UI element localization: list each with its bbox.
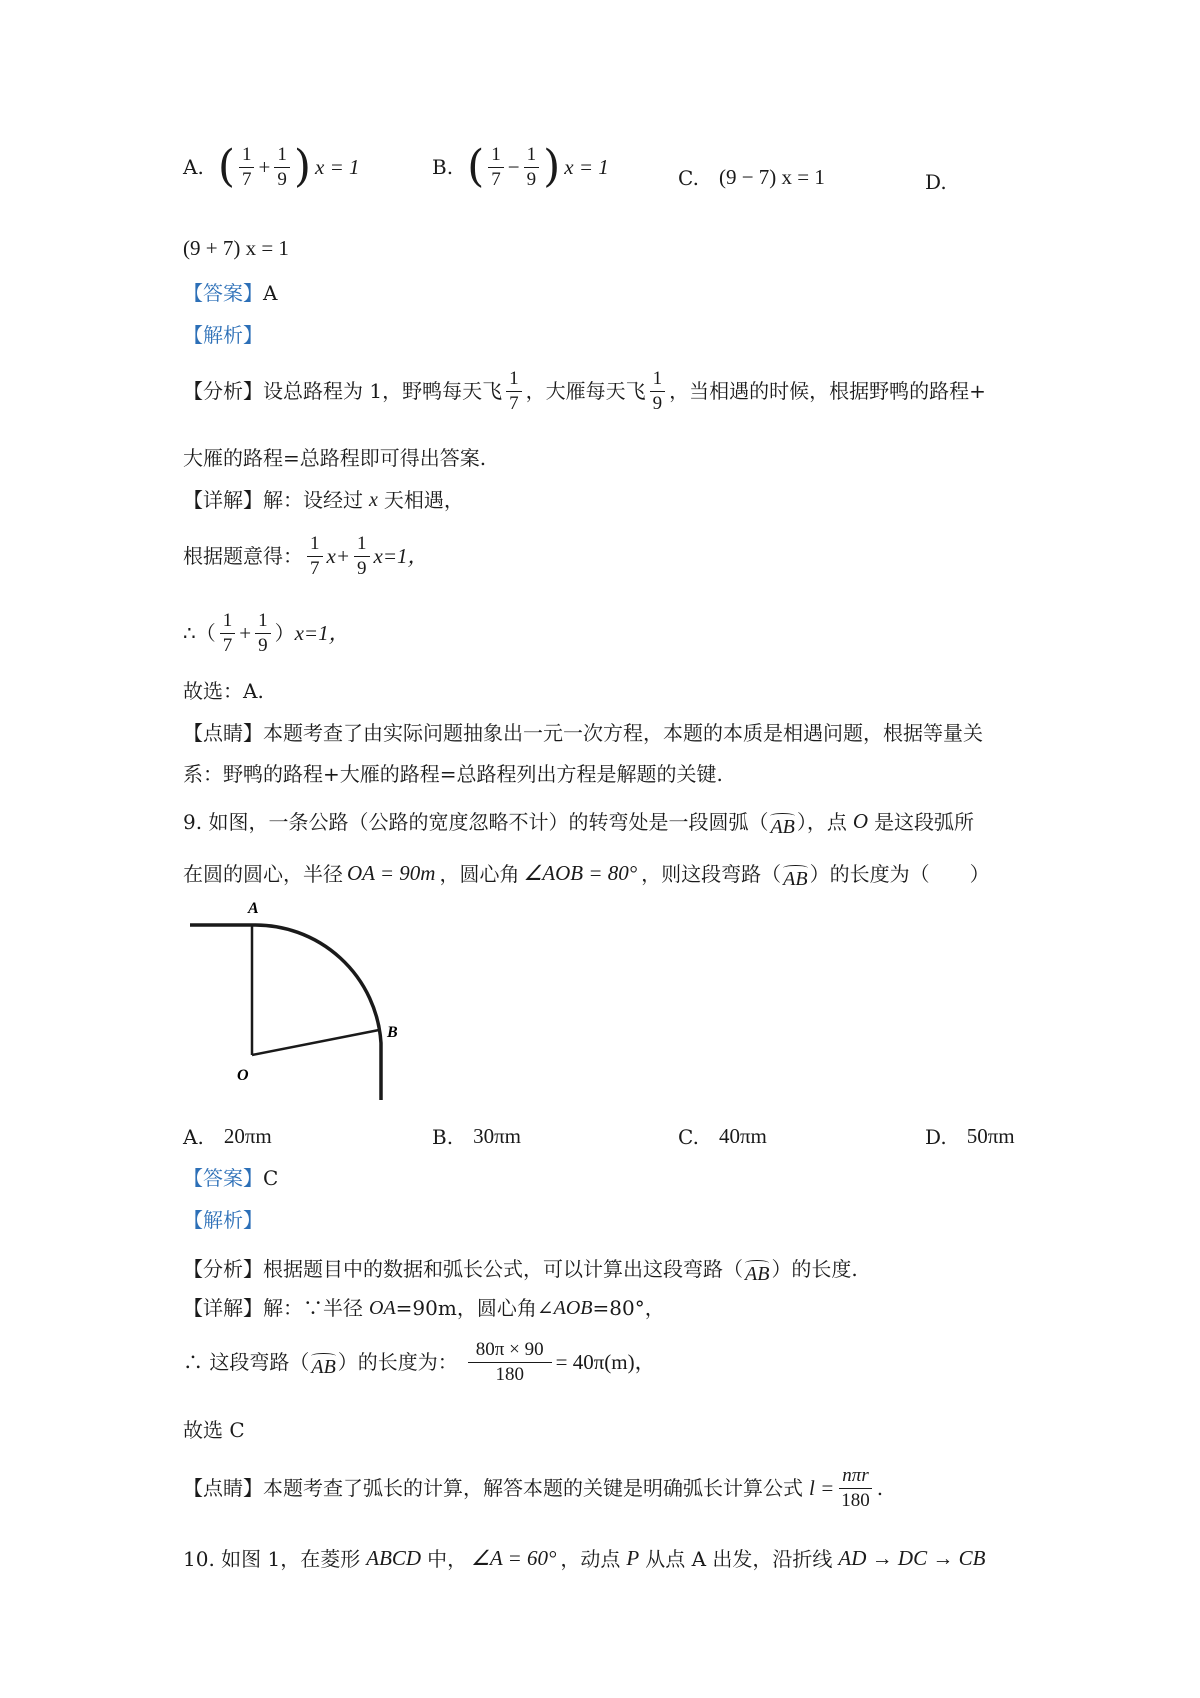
text: 9. 如图，一条公路（公路的宽度忽略不计）的转弯处是一段圆弧（: [183, 810, 769, 834]
text: ）: [274, 621, 295, 646]
numerator: 1: [650, 367, 666, 392]
xiangjie-tag: 【详解】: [183, 1296, 263, 1320]
q8-option-d-expression: [183, 236, 289, 261]
fraction: [274, 143, 290, 192]
point-o-label: O: [237, 1067, 249, 1084]
text: x+: [326, 543, 350, 568]
text: 10. 如图 1，在菱形: [183, 1546, 361, 1571]
radius-ob: [252, 1030, 379, 1055]
equation-tail: x = 1: [315, 154, 360, 179]
option-label: B.: [432, 155, 454, 180]
text: 天相遇，: [383, 488, 464, 512]
q8-option-a: [183, 143, 360, 192]
q9-option-a: [183, 1124, 272, 1149]
math: ∠A = 60°: [471, 1546, 557, 1570]
text: ，当相遇的时候，根据野鸭的路程+: [669, 379, 986, 404]
operator: −: [507, 154, 520, 179]
denominator: 7: [491, 168, 501, 190]
option-label: A.: [183, 155, 204, 180]
text: 本题考查了弧长的计算，解答本题的关键是明确弧长计算公式: [263, 1476, 803, 1501]
paren-left: (: [217, 141, 235, 193]
fenxi-tag: 【分析】: [183, 379, 263, 404]
q8-answer-line: [183, 281, 277, 305]
option-label: C.: [678, 165, 699, 190]
math: ∠AOB = 80°: [523, 861, 638, 886]
variable: x: [369, 489, 378, 511]
paren-right: ): [543, 141, 561, 193]
fraction: [650, 367, 666, 416]
numerator: 1: [220, 609, 236, 634]
road-line: [190, 925, 381, 1100]
q9-stem-line2: [183, 857, 990, 891]
q9-xiangjie-line: [183, 1296, 665, 1320]
numerator: 80π × 90: [468, 1338, 552, 1363]
numerator: 1: [255, 609, 271, 634]
q8-dianjing-line2: [183, 762, 723, 786]
option-value: 50πm: [966, 1124, 1015, 1148]
option-expression: (9 − 7) x = 1: [718, 165, 825, 189]
numerator: 1: [506, 367, 522, 392]
fraction: [239, 143, 255, 192]
text: x=1，: [294, 620, 350, 645]
denominator: 9: [526, 168, 537, 190]
q9-option-c: [678, 1124, 767, 1149]
text: 根据题意得：: [183, 544, 303, 569]
q9-dianjing-line: [183, 1464, 883, 1513]
q9-answer-line: [183, 1166, 278, 1190]
text: 中，: [427, 1546, 468, 1571]
point-a-label: A: [248, 900, 259, 917]
answer-tag: 【答案】: [183, 1166, 263, 1190]
q9-option-d: [925, 1124, 1015, 1149]
text: 设总路程为 1，野鸭每天飞: [263, 379, 503, 404]
text: ∴（: [183, 621, 216, 646]
fraction: [468, 1338, 552, 1387]
text: ）的长度.: [771, 1257, 858, 1281]
text: 解：设经过: [263, 488, 363, 512]
numerator: nπr: [839, 1464, 871, 1489]
xiangjie-tag: 【详解】: [183, 488, 263, 512]
numerator: 1: [488, 143, 504, 168]
q9-choose-line: [183, 1418, 245, 1442]
q9-option-b: [432, 1124, 521, 1149]
option-label: D.: [925, 1124, 947, 1149]
answer-value: A: [263, 281, 278, 305]
q8-choose-line: [183, 679, 264, 703]
math: OA = 90m: [347, 861, 436, 886]
text: ）的长度为（ ）: [809, 862, 990, 886]
text: ），点: [796, 810, 847, 834]
arc-label: AB: [770, 816, 795, 838]
denominator: 9: [652, 392, 663, 414]
fraction: [524, 143, 540, 192]
denominator: 9: [258, 634, 268, 656]
text: ∴ 这段弯路（: [183, 1350, 310, 1375]
option-label: C.: [678, 1124, 699, 1149]
q8-option-b: [432, 143, 609, 192]
option-value: 20πm: [223, 1124, 272, 1148]
text: ，大雁每天飞: [525, 379, 646, 404]
dianjing-tag: 【点睛】: [183, 1476, 263, 1501]
text: = 40π(m)，: [555, 1349, 656, 1374]
variable: OA: [369, 1297, 396, 1319]
math: l =: [809, 1475, 835, 1500]
denominator: 180: [841, 1489, 870, 1511]
operator: +: [258, 154, 271, 179]
answer-value: C: [263, 1166, 279, 1190]
q8-option-c: [678, 165, 825, 190]
denominator: 9: [357, 557, 367, 579]
option-label: D.: [925, 170, 947, 194]
denominator: 180: [495, 1363, 524, 1385]
dianjing-tag: 【点睛】: [183, 721, 263, 745]
text: 从点 A 出发，沿折线: [645, 1546, 833, 1571]
text: 大雁的路程=总路程即可得出答案.: [183, 446, 487, 470]
q9-fenxi-line: [183, 1252, 858, 1286]
option-label: A.: [183, 1124, 204, 1149]
text: .: [876, 1476, 884, 1501]
q8-dianjing-line1: [183, 721, 983, 745]
analysis-tag: 【解析】: [183, 323, 263, 347]
numerator: 1: [274, 143, 290, 168]
variable: AOB: [553, 1297, 593, 1319]
q8-fenxi-line2: [183, 446, 486, 470]
numerator: 1: [307, 532, 323, 557]
q8-xiangjie-line: [183, 488, 464, 512]
denominator: 7: [509, 392, 519, 414]
text: 是这段弧所: [874, 810, 975, 834]
text: =80°，: [592, 1296, 665, 1320]
denominator: 7: [310, 557, 320, 579]
numerator: 1: [524, 143, 540, 168]
point-b-label: B: [387, 1024, 398, 1041]
option-value: 30πm: [473, 1124, 521, 1148]
q9-analysis-tag: [183, 1208, 263, 1232]
variable: O: [852, 809, 869, 834]
q8-equation-line: [183, 532, 429, 581]
road-arc-figure: [185, 895, 425, 1105]
text: 故选：A.: [183, 679, 264, 703]
text: ，动点: [560, 1546, 621, 1571]
fraction: [506, 367, 522, 416]
q10-stem-line: [183, 1546, 985, 1571]
option-value: 40πm: [718, 1124, 767, 1148]
arc-label: AB: [745, 1263, 770, 1285]
numerator: 1: [239, 143, 255, 168]
q8-option-d: [925, 170, 947, 194]
q8-analysis-tag: [183, 323, 263, 347]
paren-right: ): [293, 141, 311, 193]
arc-label: AB: [783, 868, 808, 890]
variable: ABCD: [366, 1546, 422, 1570]
q8-therefore-line: [183, 609, 350, 658]
text: ，圆心角: [439, 862, 520, 886]
option-expression: (9 + 7) x = 1: [183, 236, 289, 260]
text: =90m，圆心角∠: [395, 1296, 554, 1320]
text: 系：野鸭的路程+大雁的路程=总路程列出方程是解题的关键.: [183, 762, 723, 786]
fraction: [354, 532, 370, 581]
text: 故选 C: [183, 1418, 245, 1442]
q8-fenxi-line1: [183, 367, 986, 416]
arc-label: AB: [311, 1356, 336, 1379]
analysis-tag: 【解析】: [183, 1208, 263, 1232]
math: AD → DC → CB: [838, 1546, 986, 1570]
q9-stem-line1: [183, 805, 974, 839]
answer-tag: 【答案】: [183, 281, 263, 305]
q9-calc-line: [183, 1338, 656, 1387]
paren-left: (: [467, 141, 485, 193]
fraction: [255, 609, 271, 658]
fraction: [488, 143, 504, 192]
text: ）的长度为：: [337, 1350, 458, 1375]
option-label: B.: [432, 1124, 454, 1149]
text: x=1，: [373, 543, 429, 568]
fenxi-tag: 【分析】: [183, 1257, 263, 1281]
text: ，则这段弯路（: [641, 862, 782, 886]
fraction: [838, 1464, 873, 1513]
fraction: [220, 609, 236, 658]
denominator: 7: [222, 634, 233, 656]
denominator: 9: [277, 168, 287, 190]
operator: +: [239, 620, 252, 645]
text: 根据题目中的数据和弧长公式，可以计算出这段弯路（: [263, 1257, 743, 1281]
text: 在圆的圆心，半径: [183, 862, 343, 886]
text: 本题考查了由实际问题抽象出一元一次方程，本题的本质是相遇问题，根据等量关: [263, 721, 983, 745]
fraction: [307, 532, 323, 581]
numerator: 1: [354, 532, 370, 557]
denominator: 7: [241, 168, 252, 190]
variable: P: [626, 1546, 640, 1570]
text: 解：∵半径: [263, 1296, 363, 1320]
equation-tail: x = 1: [564, 154, 609, 179]
